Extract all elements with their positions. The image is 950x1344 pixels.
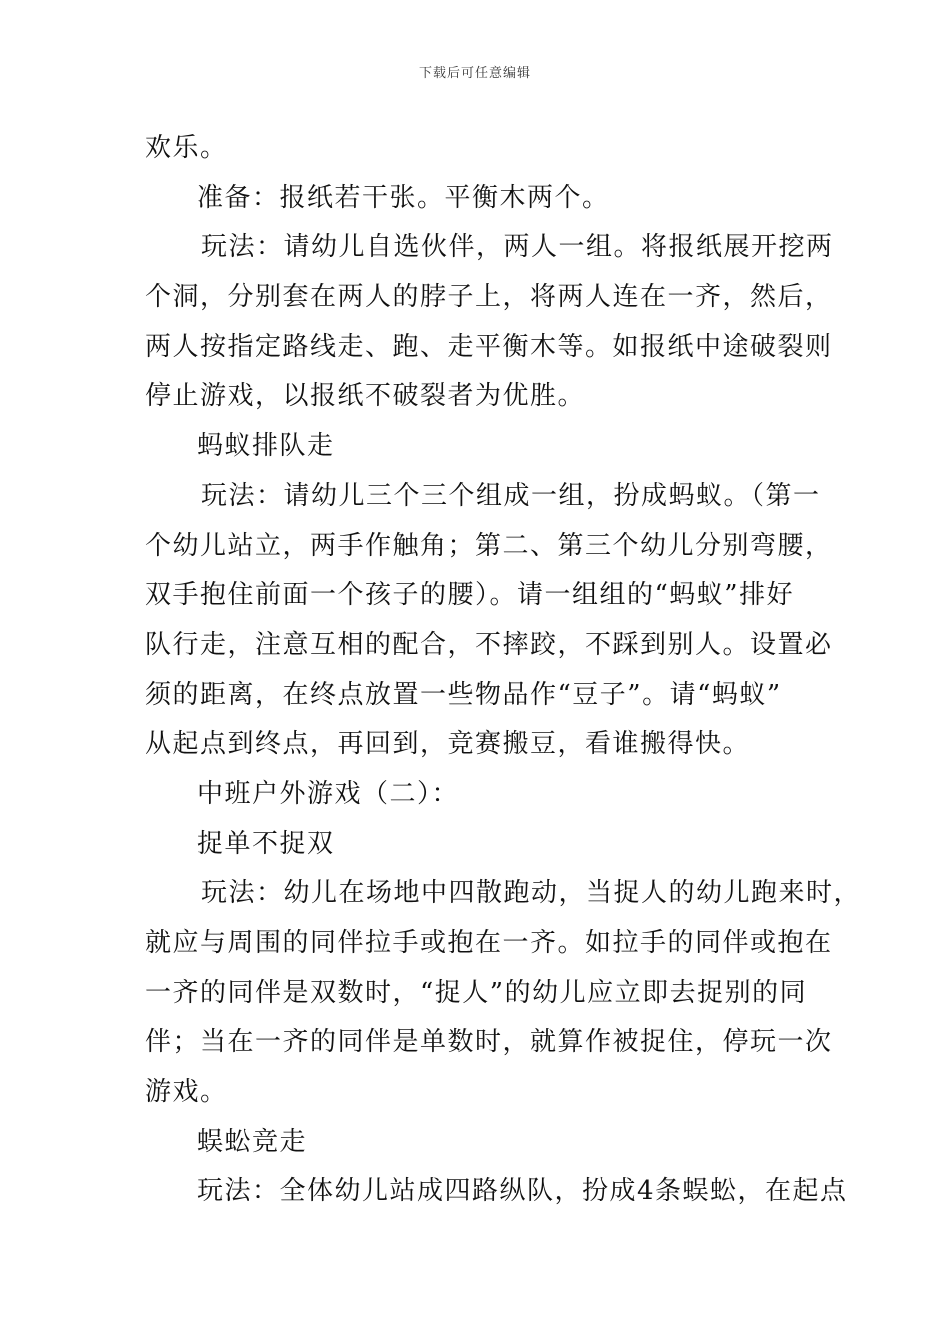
- section-heading: 蜈蚣竞走: [197, 1126, 308, 1157]
- page-header: 下载后可任意编辑: [418, 66, 531, 81]
- text-line: 就应与周围的同伴拉手或抱在一齐。如拉手的同伴或抱在: [145, 928, 833, 958]
- text-line: 个幼儿站立，两手作触角；第二、第三个幼儿分别弯腰，: [145, 530, 833, 561]
- text-line: 须的距离，在终点放置一些物品作“豆子”。请“蚂蚁”: [145, 679, 782, 710]
- text-line: 停止游戏，以报纸不破裂者为优胜。: [145, 381, 586, 412]
- text-line: 两人按指定路线走、跑、走平衡木等。如报纸中途破裂则: [145, 331, 833, 362]
- text-line: 伴；当在一齐的同伴是单数时，就算作被捉住，停玩一次: [145, 1027, 833, 1058]
- text-line: 个洞，分别套在两人的脖子上，将两人连在一齐，然后，: [145, 282, 833, 313]
- text-line: 队行走，注意互相的配合，不摔跤，不踩到别人。设置必: [145, 629, 833, 660]
- text-line: 欢乐。: [145, 133, 228, 163]
- text-line: 玩法：请幼儿三个三个组成一组，扮成蚂蚁。（第一: [201, 480, 821, 511]
- section-heading: 蚂蚁排队走: [197, 431, 335, 462]
- text-line: 从起点到终点，再回到，竞赛搬豆，看谁搬得快。: [145, 729, 751, 760]
- text-line: 准备：报纸若干张。平衡木两个。: [197, 182, 610, 213]
- text-line: 一齐的同伴是双数时，“捉人”的幼儿应立即去捉别的同: [145, 977, 808, 1008]
- text-line: 玩法：请幼儿自选伙伴，两人一组。将报纸展开挖两: [201, 232, 834, 263]
- document-body: [145, 124, 862, 1217]
- text-line: 玩法：全体幼儿站成四路纵队，扮成4条蜈蚣，在起点: [197, 1176, 848, 1207]
- text-line: 双手抱住前面一个孩子的腰）。请一组组的“蚂蚁”排好: [145, 580, 795, 611]
- section-heading: 捉单不捉双: [197, 828, 335, 859]
- section-heading: 中班户外游戏（二）：: [197, 778, 460, 809]
- text-line: 游戏。: [145, 1077, 228, 1108]
- text-line: 玩法：幼儿在场地中四散跑动，当捉人的幼儿跑来时，: [201, 878, 862, 909]
